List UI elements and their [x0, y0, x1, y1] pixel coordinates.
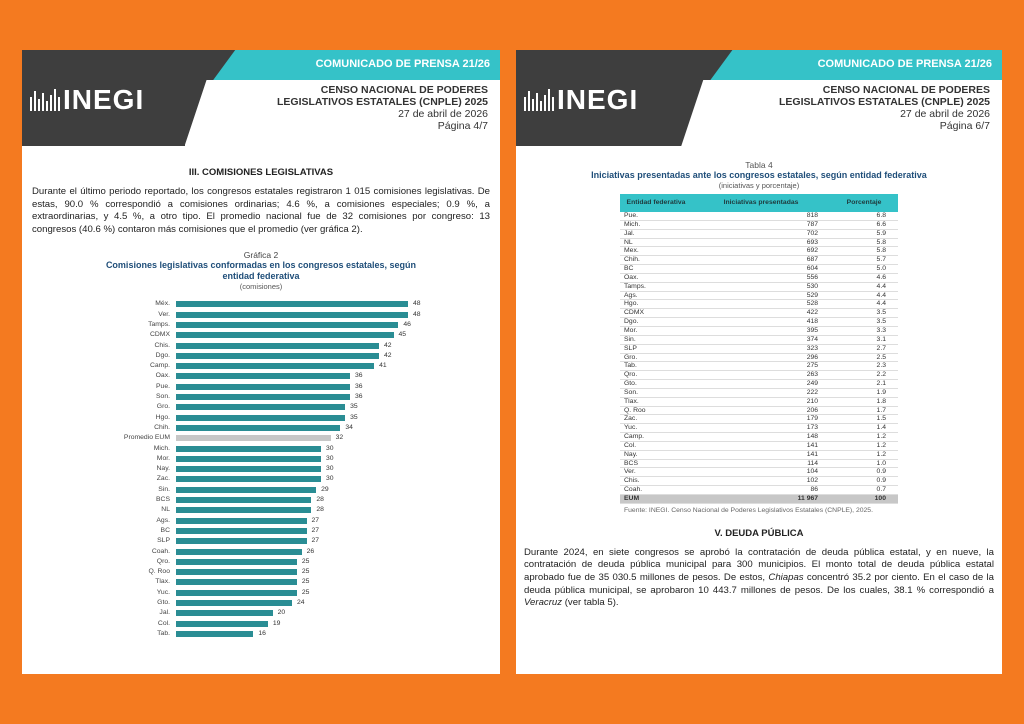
bar	[176, 579, 297, 585]
category-label: CDMX	[149, 331, 170, 339]
value-label: 27	[311, 526, 320, 534]
chart-row	[22, 341, 500, 351]
table-cell: 1.2	[830, 433, 898, 442]
bar	[176, 476, 321, 482]
category-label: NL	[161, 506, 170, 514]
chart-row	[22, 320, 500, 330]
value-label: 30	[326, 465, 334, 473]
table-cell: Pue.	[620, 212, 692, 220]
table-row	[620, 362, 898, 371]
column-header: Porcentaje	[830, 194, 898, 212]
value-label: 36	[355, 382, 363, 390]
table-cell: 3.5	[830, 318, 898, 327]
inegi-logo: INEGI	[30, 86, 144, 114]
bar	[176, 466, 321, 472]
table-unit: (iniciativas y porcentaje)	[718, 181, 800, 190]
category-label: Mor.	[156, 454, 170, 462]
value-label: 26	[306, 547, 315, 555]
value-label: 45	[398, 331, 407, 339]
chart-row	[22, 413, 500, 423]
chart-row	[22, 402, 500, 412]
table-cell: 693	[692, 238, 830, 247]
value-label: 36	[355, 393, 363, 401]
table-cell: 114	[692, 459, 830, 468]
table-cell: 1.2	[830, 450, 898, 459]
chart-row	[22, 619, 500, 629]
category-label: Oax.	[155, 372, 170, 380]
table-cell: Gto.	[620, 380, 692, 389]
page-number: Página 6/7	[939, 120, 990, 132]
release-date: 27 de abril de 2026	[398, 108, 488, 120]
value-label: 30	[326, 444, 334, 452]
table-cell: 1.9	[830, 388, 898, 397]
table-cell: 1.7	[830, 406, 898, 415]
category-label: BC	[160, 526, 170, 534]
table-cell: 529	[692, 291, 830, 300]
chart-row	[22, 444, 500, 454]
bar	[176, 631, 253, 637]
category-label: SLP	[157, 537, 170, 545]
table-cell: 0.9	[830, 477, 898, 486]
table-cell: Sin.	[620, 335, 692, 344]
bar	[176, 394, 350, 400]
value-label: 48	[413, 300, 421, 308]
table-cell: CDMX	[620, 309, 692, 318]
table-cell: NL	[620, 238, 692, 247]
body-paragraph: Durante el último periodo reportado, los congresos estatales registraron 1 015 comisiones legislativas. De estas, 90.0 % correspondió a comisiones ordinarias; 4.6 %, a comisiones especiales; 0.9 %, a extraordinarias, y 4.5 %, a otro tipo. El promedio nacional fue de 32 comisiones por congreso: 13 congresos (40.6 %) contaron más comisiones que el promedio (ver gráfica 2).	[32, 186, 490, 235]
bar	[176, 497, 311, 503]
value-label: 24	[297, 599, 305, 607]
table-cell: 528	[692, 300, 830, 309]
table-row	[620, 441, 898, 450]
bar	[176, 549, 302, 555]
table-cell: 141	[692, 450, 830, 459]
body-paragraph: Durante 2024, en siete congresos se aprobó la contratación de deuda pública estatal, y en nueve, la contratación de deuda pública municipal para 300 municipios. El monto total de deuda pública estatal aprobado fue de 35 030.5 millones de pesos. De estos, Chiapas concentró 35.2 por ciento. En el caso de la deuda pública municipal, se aprobaron 10 443.7 millones de pesos. De los cuales, 38.1 % correspondió a Veracruz (ver tabla 5).	[524, 546, 995, 609]
bar	[176, 353, 379, 359]
bar	[176, 363, 374, 369]
census-title-block: CENSO NACIONAL DE PODERES LEGISLATIVOS ESTATALES (CNPLE) 2025 27 de abril de 2026 Página 4/7	[277, 84, 488, 132]
value-label: 29	[321, 485, 329, 493]
chart-row	[22, 423, 500, 433]
bar	[176, 415, 345, 421]
table-cell: 3.1	[830, 335, 898, 344]
table-source: Fuente: INEGI. Censo Nacional de Poderes Legislativos Estatales (CNPLE), 2025.	[624, 506, 873, 514]
table-row	[620, 318, 898, 327]
table-cell: 104	[692, 468, 830, 477]
value-label: 41	[379, 362, 387, 370]
table-cell: Nay.	[620, 450, 692, 459]
table-cell: Coah.	[620, 486, 692, 495]
chart-row	[22, 598, 500, 608]
chart-row	[22, 536, 500, 546]
table-row	[620, 468, 898, 477]
table-cell: 3.3	[830, 326, 898, 335]
table-cell: 148	[692, 433, 830, 442]
table-row	[620, 300, 898, 309]
chart-row	[22, 516, 500, 526]
table-cell: 818	[692, 212, 830, 220]
table-cell: Tamps.	[620, 282, 692, 291]
bar	[176, 538, 307, 544]
bar	[176, 456, 321, 462]
value-label: 30	[326, 475, 334, 483]
category-label: Zac.	[156, 475, 170, 483]
table-cell: EUM	[620, 495, 692, 504]
chart-caption: Gráfica 2	[243, 250, 279, 261]
table-cell: Qro.	[620, 371, 692, 380]
value-label: 25	[301, 578, 310, 586]
bar	[176, 507, 311, 513]
table-cell: 5.8	[830, 238, 898, 247]
chart-row	[22, 547, 500, 557]
table-row	[620, 353, 898, 362]
table-cell: Mex.	[620, 247, 692, 256]
page-number: Página 4/7	[437, 120, 488, 132]
document-page-4	[22, 50, 500, 674]
value-label: 16	[258, 629, 266, 637]
value-label: 34	[345, 423, 353, 431]
table-cell: Q. Roo	[620, 406, 692, 415]
chart-row	[22, 299, 500, 309]
table-row	[620, 424, 898, 433]
bar	[176, 343, 379, 349]
data-table	[620, 194, 898, 504]
bar	[176, 559, 297, 565]
table-cell: 206	[692, 406, 830, 415]
table-cell: Dgo.	[620, 318, 692, 327]
value-label: 20	[277, 609, 286, 617]
press-release-label: COMUNICADO DE PRENSA 21/26	[315, 58, 490, 70]
table-row	[620, 309, 898, 318]
table-row	[620, 406, 898, 415]
table-cell: BC	[620, 265, 692, 274]
table-row	[620, 282, 898, 291]
bar	[176, 528, 307, 534]
table-cell: Camp.	[620, 433, 692, 442]
bar	[176, 332, 394, 338]
table-cell: 222	[692, 388, 830, 397]
category-label: Jal.	[159, 609, 170, 617]
value-label: 35	[350, 403, 358, 411]
category-label: Yuc.	[156, 588, 170, 596]
table-cell: Zac.	[620, 415, 692, 424]
table-cell: SLP	[620, 344, 692, 353]
chart-row	[22, 567, 500, 577]
table-cell: Gro.	[620, 353, 692, 362]
chart-row	[22, 577, 500, 587]
value-label: 42	[384, 351, 392, 359]
value-label: 27	[311, 537, 320, 545]
bar-chart	[22, 299, 500, 641]
category-label: Promedio EUM	[123, 434, 170, 442]
value-label: 25	[301, 568, 310, 576]
table-cell: 249	[692, 380, 830, 389]
table-cell: 374	[692, 335, 830, 344]
chart-row	[22, 588, 500, 598]
bar	[176, 425, 340, 431]
bar	[176, 301, 408, 307]
table-cell: 5.0	[830, 265, 898, 274]
logo-bars-icon	[524, 89, 554, 111]
category-label: Nay.	[156, 465, 170, 473]
section-title: III. COMISIONES LEGISLATIVAS	[188, 167, 334, 178]
table-cell: 530	[692, 282, 830, 291]
bar	[176, 384, 350, 390]
table-cell: BCS	[620, 459, 692, 468]
table-row	[620, 229, 898, 238]
table-cell: 5.7	[830, 256, 898, 265]
value-label: 25	[301, 588, 310, 596]
table-row	[620, 335, 898, 344]
value-label: 27	[311, 516, 320, 524]
table-row	[620, 371, 898, 380]
table-row	[620, 238, 898, 247]
column-header: Entidad federativa	[620, 194, 692, 212]
category-label: Camp.	[149, 362, 170, 370]
table-cell: 604	[692, 265, 830, 274]
chart-row	[22, 310, 500, 320]
table-cell: 4.4	[830, 300, 898, 309]
bar	[176, 487, 316, 493]
table-cell: 4.4	[830, 282, 898, 291]
chart-row	[22, 629, 500, 639]
table-row	[620, 265, 898, 274]
category-label: Chis.	[154, 341, 170, 349]
table-cell: Tab.	[620, 362, 692, 371]
table-cell: 418	[692, 318, 830, 327]
table-cell: Yuc.	[620, 424, 692, 433]
table-cell: 2.2	[830, 371, 898, 380]
table-cell: 6.8	[830, 212, 898, 220]
table-row	[620, 291, 898, 300]
table-cell: 687	[692, 256, 830, 265]
chart-row	[22, 474, 500, 484]
table-cell: 702	[692, 229, 830, 238]
table-cell: 5.8	[830, 247, 898, 256]
table-cell: Chih.	[620, 256, 692, 265]
chart-row	[22, 608, 500, 618]
table-cell: Mor.	[620, 326, 692, 335]
table-row	[620, 344, 898, 353]
category-label: Hgo.	[155, 413, 170, 421]
table-cell: Tlax.	[620, 397, 692, 406]
category-label: Mich.	[153, 444, 170, 452]
table-row	[620, 486, 898, 495]
bar	[176, 373, 350, 379]
table-cell: Ags.	[620, 291, 692, 300]
chart-row	[22, 505, 500, 515]
table-cell: 86	[692, 486, 830, 495]
chart-title: Comisiones legislativas conformadas en los congresos estatales, según entidad federativa	[105, 260, 417, 282]
category-label: Ags.	[156, 516, 170, 524]
value-label: 42	[384, 341, 392, 349]
table-cell: Ver.	[620, 468, 692, 477]
table-cell: 787	[692, 220, 830, 229]
category-label: Dgo.	[155, 351, 170, 359]
chart-row	[22, 382, 500, 392]
value-label: 32	[335, 434, 344, 442]
table-row	[620, 380, 898, 389]
category-label: Pue.	[156, 382, 170, 390]
value-label: 30	[326, 454, 334, 462]
column-header: Iniciativas presentadas	[692, 194, 830, 212]
table-row	[620, 212, 898, 220]
table-row	[620, 247, 898, 256]
table-cell: Son.	[620, 388, 692, 397]
chart-row	[22, 485, 500, 495]
table-cell: 692	[692, 247, 830, 256]
value-label: 46	[403, 320, 411, 328]
table-cell: Oax.	[620, 273, 692, 282]
value-label: 48	[413, 310, 421, 318]
inegi-logo: INEGI	[524, 86, 638, 114]
table-cell: 4.4	[830, 291, 898, 300]
release-date: 27 de abril de 2026	[900, 108, 990, 120]
chart-row	[22, 464, 500, 474]
table-cell: Col.	[620, 441, 692, 450]
bar	[176, 569, 297, 575]
table-cell: 173	[692, 424, 830, 433]
table-cell: 6.6	[830, 220, 898, 229]
table-cell: 2.3	[830, 362, 898, 371]
section-title: V. DEUDA PÚBLICA	[714, 527, 804, 539]
table-cell: 2.1	[830, 380, 898, 389]
table-row	[620, 450, 898, 459]
table-title: Iniciativas presentadas ante los congresos estatales, según entidad federativa	[591, 170, 927, 180]
bar	[176, 446, 321, 452]
category-label: Tamps.	[148, 320, 170, 328]
table-cell: 1.5	[830, 415, 898, 424]
category-label: Tlax.	[155, 578, 170, 586]
category-label: Sin.	[158, 485, 170, 493]
table-row	[620, 477, 898, 486]
table-cell: 3.5	[830, 309, 898, 318]
table-cell: 1.4	[830, 424, 898, 433]
category-label: Méx.	[155, 300, 170, 308]
table-cell: 141	[692, 441, 830, 450]
chart-row	[22, 351, 500, 361]
chart-row	[22, 392, 500, 402]
chart-row	[22, 557, 500, 567]
table-cell: 275	[692, 362, 830, 371]
table-cell: 1.8	[830, 397, 898, 406]
bar	[176, 518, 307, 524]
bar	[176, 312, 408, 318]
value-label: 28	[316, 506, 324, 514]
table-cell: 323	[692, 344, 830, 353]
table-cell: 2.7	[830, 344, 898, 353]
chart-row	[22, 526, 500, 536]
table-cell: 1.2	[830, 441, 898, 450]
category-label: Gto.	[157, 599, 170, 607]
logo-bars-icon	[30, 89, 60, 111]
table-cell: 11 967	[692, 495, 830, 504]
table-cell: 0.7	[830, 486, 898, 495]
table-caption: Tabla 4	[745, 160, 773, 170]
category-label: BCS	[156, 496, 170, 504]
page-header	[516, 50, 1002, 146]
table-cell: 210	[692, 397, 830, 406]
table-cell: 4.6	[830, 273, 898, 282]
chart-row	[22, 330, 500, 340]
table-cell: 5.9	[830, 229, 898, 238]
bar	[176, 610, 273, 616]
census-title-block: CENSO NACIONAL DE PODERES LEGISLATIVOS ESTATALES (CNPLE) 2025 27 de abril de 2026 Página 6/7	[779, 84, 990, 132]
chart-row	[22, 495, 500, 505]
table-cell: 296	[692, 353, 830, 362]
category-label: Ver.	[158, 310, 170, 318]
category-label: Chih.	[154, 423, 170, 431]
category-label: Coah.	[151, 547, 170, 555]
table-cell: 179	[692, 415, 830, 424]
chart-row	[22, 371, 500, 381]
category-label: Tab.	[157, 629, 170, 637]
chart-unit: (comisiones)	[239, 282, 283, 292]
table-row	[620, 397, 898, 406]
table-header-row	[620, 194, 898, 212]
table-row	[620, 415, 898, 424]
chart-row	[22, 433, 500, 443]
table-cell: 2.5	[830, 353, 898, 362]
value-label: 25	[301, 557, 310, 565]
bar	[176, 590, 297, 596]
table-row	[620, 459, 898, 468]
table-row	[620, 273, 898, 282]
table-cell: 1.0	[830, 459, 898, 468]
value-label: 35	[350, 413, 358, 421]
table-row	[620, 433, 898, 442]
table-cell: Hgo.	[620, 300, 692, 309]
bar	[176, 621, 268, 627]
average-bar	[176, 435, 331, 441]
table-cell: Mich.	[620, 220, 692, 229]
table-cell: 100	[830, 495, 898, 504]
bar	[176, 322, 398, 328]
document-page-6	[516, 50, 1002, 674]
chart-row	[22, 361, 500, 371]
category-label: Col.	[157, 619, 170, 627]
table-row	[620, 220, 898, 229]
bar	[176, 600, 292, 606]
table-cell: 556	[692, 273, 830, 282]
table-cell: 102	[692, 477, 830, 486]
table-total-row	[620, 495, 898, 504]
category-label: Son.	[156, 393, 170, 401]
value-label: 36	[355, 372, 363, 380]
value-label: 28	[316, 496, 324, 504]
table-row	[620, 256, 898, 265]
table-cell: 395	[692, 326, 830, 335]
category-label: Q. Roo	[148, 568, 170, 576]
table-row	[620, 326, 898, 335]
table-cell: 422	[692, 309, 830, 318]
chart-row	[22, 454, 500, 464]
table-cell: Chis.	[620, 477, 692, 486]
bar	[176, 404, 345, 410]
page-header	[22, 50, 500, 146]
press-release-label: COMUNICADO DE PRENSA 21/26	[817, 58, 992, 70]
category-label: Qro.	[156, 557, 170, 565]
table-cell: Jal.	[620, 229, 692, 238]
table-row	[620, 388, 898, 397]
value-label: 19	[272, 619, 281, 627]
table-cell: 263	[692, 371, 830, 380]
category-label: Gro.	[156, 403, 170, 411]
table-cell: 0.9	[830, 468, 898, 477]
